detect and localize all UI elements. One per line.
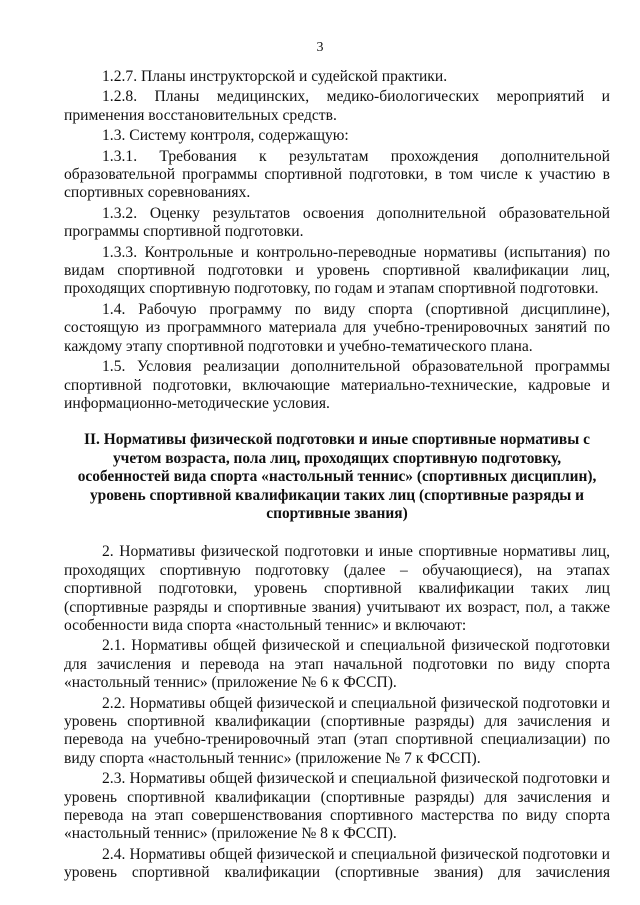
paragraph-1-2-8: 1.2.8. Планы медицинских, медико-биологических мероприятий и применения восстановительных средств. — [64, 88, 610, 124]
section-heading: II. Нормативы физической подготовки и иные спортивные нормативы с учетом возраста, пола лиц, проходящих спортивную подготовку, особенностей вида спорта «настольный теннис» (спортивных дисциплин), уровень спортивной квалификации таких лиц (спортивные разряды и спортивные звания) — [77, 431, 597, 522]
document-body — [64, 68, 610, 885]
paragraph-1-4: 1.4. Рабочую программу по виду спорта (спортивной дисциплине), состоящую из программного материала для учебно-тренировочных занятий по каждому этапу спортивной подготовки и учебно-тематического плана. — [64, 300, 610, 355]
paragraph-2-4: 2.4. Нормативы общей физической и специальной физической подготовки и уровень спортивной квалификации (спортивные звания) для зачисления — [64, 845, 610, 882]
paragraph-1-3-2: 1.3.2. Оценку результатов освоения дополнительной образовательной программы спортивной подготовки. — [64, 204, 610, 241]
paragraph-2-3: 2.3. Нормативы общей физической и специальной физической подготовки и уровень спортивной квалификации (спортивные разряды) для зачисления и перевода на этап совершенствования спортивного мастерства по виду спорта «настольный теннис» (приложение № 8 к ФССП). — [64, 770, 610, 843]
page-number: 3 — [316, 40, 324, 55]
paragraph-1-3-1: 1.3.1. Требования к результатам прохождения дополнительной образовательной программы спортивной подготовки, в том числе к участию в спортивных соревнованиях. — [64, 147, 610, 202]
paragraph-1-3-3: 1.3.3. Контрольные и контрольно-переводные нормативы (испытания) по видам спортивной подготовки и уровень спортивной квалификации лиц, проходящих спортивную подготовку, по годам и этапам спортивной подготовки. — [64, 243, 610, 298]
paragraph-2: 2. Нормативы физической подготовки и иные спортивные нормативы лиц, проходящих спортивную подготовку (далее – обучающиеся), на этапах спортивной подготовки, уровень спортивной квалификации таких лиц (спортивные разряды и спортивные звания) учитывают их возраст, пол, а также особенности вида спорта «настольный теннис» и включают: — [64, 543, 610, 634]
paragraph-1-5: 1.5. Условия реализации дополнительной образовательной программы спортивной подготовки, включающие материально-технические, кадровые и информационно-методические условия. — [64, 358, 610, 412]
paragraph-2-1: 2.1. Нормативы общей физической и специальной физической подготовки для зачисления и перевода на этап начальной подготовки по виду спорта «настольный теннис» (приложение № 6 к ФССП). — [64, 637, 610, 692]
paragraph-2-2: 2.2. Нормативы общей физической и специальной физической подготовки и уровень спортивной квалификации (спортивные разряды) для зачисления и перевода на учебно-тренировочный этап (этап спортивной специализации) по виду спорта «настольный теннис» (приложение № 7 к ФССП). — [64, 694, 610, 767]
paragraph-1-3: 1.3. Систему контроля, содержащую: — [102, 127, 349, 145]
paragraph-1-2-7: 1.2.7. Планы инструкторской и судейской практики. — [102, 68, 448, 85]
